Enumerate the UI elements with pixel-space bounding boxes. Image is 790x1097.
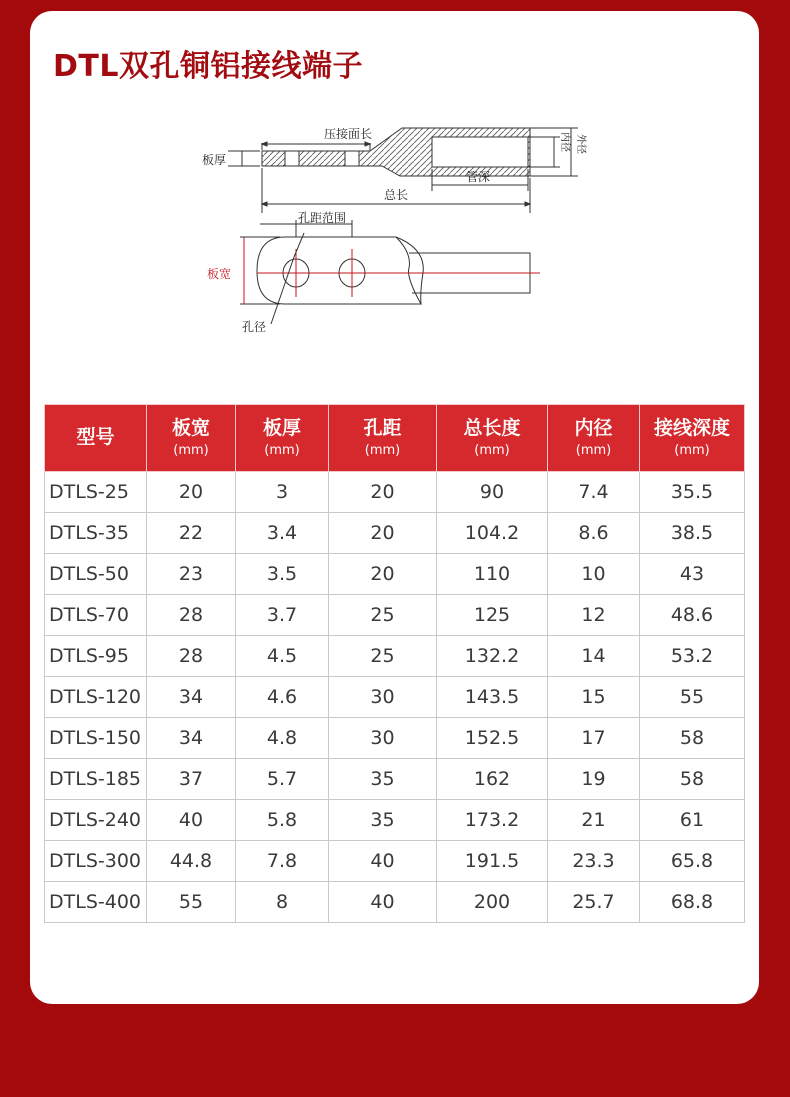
header-unit: (mm) xyxy=(474,442,510,458)
content-card xyxy=(30,11,759,1004)
table-cell: 65.8 xyxy=(640,841,745,882)
header-wiring-depth xyxy=(640,405,745,472)
header-label: 总长度 xyxy=(463,416,521,439)
table-cell: 125 xyxy=(437,595,548,636)
table-cell: 3.5 xyxy=(236,554,329,595)
table-cell: 58 xyxy=(640,718,745,759)
tube-depth-label: 管深 xyxy=(466,170,491,184)
header-plate-width xyxy=(147,405,236,472)
hole-diameter-label: 孔径 xyxy=(242,320,267,334)
table-row xyxy=(45,677,745,718)
table-cell: 35 xyxy=(329,800,437,841)
table-cell: 7.4 xyxy=(548,472,640,513)
table-cell: 173.2 xyxy=(437,800,548,841)
table-cell: 3.4 xyxy=(236,513,329,554)
table-cell: 25 xyxy=(329,636,437,677)
table-cell: 17 xyxy=(548,718,640,759)
table-cell: 4.6 xyxy=(236,677,329,718)
table-cell: 10 xyxy=(548,554,640,595)
table-cell: 191.5 xyxy=(437,841,548,882)
table-cell: 8.6 xyxy=(548,513,640,554)
table-cell: 61 xyxy=(640,800,745,841)
header-unit: (mm) xyxy=(173,442,209,458)
table-row xyxy=(45,800,745,841)
table-cell: 44.8 xyxy=(147,841,236,882)
cell-model: DTLS-95 xyxy=(45,636,147,677)
table-cell: 3.7 xyxy=(236,595,329,636)
table-cell: 34 xyxy=(147,677,236,718)
table-row xyxy=(45,759,745,800)
table-cell: 20 xyxy=(147,472,236,513)
table-cell: 200 xyxy=(437,882,548,923)
table-cell: 68.8 xyxy=(640,882,745,923)
header-label: 型号 xyxy=(76,426,115,449)
table-cell: 35 xyxy=(329,759,437,800)
table-cell: 20 xyxy=(329,554,437,595)
table-cell: 12 xyxy=(548,595,640,636)
cell-model: DTLS-185 xyxy=(45,759,147,800)
plate-thickness-label: 板厚 xyxy=(202,153,227,167)
table-cell: 8 xyxy=(236,882,329,923)
table-cell: 4.5 xyxy=(236,636,329,677)
spec-table xyxy=(44,404,745,923)
top-view xyxy=(240,220,540,324)
header-inner-diameter xyxy=(548,405,640,472)
table-cell: 40 xyxy=(329,841,437,882)
table-cell: 4.8 xyxy=(236,718,329,759)
table-row xyxy=(45,636,745,677)
header-label: 孔距 xyxy=(363,416,402,439)
header-unit: (mm) xyxy=(264,442,300,458)
table-cell: 143.5 xyxy=(437,677,548,718)
table-cell: 28 xyxy=(147,636,236,677)
table-row xyxy=(45,841,745,882)
table-cell: 162 xyxy=(437,759,548,800)
table-cell: 5.8 xyxy=(236,800,329,841)
table-cell: 35.5 xyxy=(640,472,745,513)
table-header-row xyxy=(45,405,745,472)
header-plate-thickness xyxy=(236,405,329,472)
table-row xyxy=(45,513,745,554)
header-label: 板宽 xyxy=(171,416,210,439)
cell-model: DTLS-50 xyxy=(45,554,147,595)
table-cell: 20 xyxy=(329,513,437,554)
table-cell: 34 xyxy=(147,718,236,759)
terminal-diagram xyxy=(30,11,759,391)
table-cell: 30 xyxy=(329,677,437,718)
cell-model: DTLS-240 xyxy=(45,800,147,841)
table-row xyxy=(45,472,745,513)
table-cell: 43 xyxy=(640,554,745,595)
table-cell: 104.2 xyxy=(437,513,548,554)
inner-diameter-label: 内径 xyxy=(559,132,570,152)
table-cell: 37 xyxy=(147,759,236,800)
table-cell: 7.8 xyxy=(236,841,329,882)
table-cell: 28 xyxy=(147,595,236,636)
header-hole-spacing xyxy=(329,405,437,472)
cell-model: DTLS-35 xyxy=(45,513,147,554)
table-cell: 90 xyxy=(437,472,548,513)
table-cell: 38.5 xyxy=(640,513,745,554)
table-cell: 25.7 xyxy=(548,882,640,923)
outer-diameter-label: 外径 xyxy=(575,134,586,154)
header-label: 板厚 xyxy=(262,416,301,439)
table-cell: 40 xyxy=(329,882,437,923)
table-cell: 53.2 xyxy=(640,636,745,677)
header-unit: (mm) xyxy=(674,442,710,458)
table-cell: 25 xyxy=(329,595,437,636)
hole-spacing-label: 孔距范围 xyxy=(298,211,347,225)
table-cell: 40 xyxy=(147,800,236,841)
cell-model: DTLS-25 xyxy=(45,472,147,513)
table-cell: 110 xyxy=(437,554,548,595)
cell-model: DTLS-120 xyxy=(45,677,147,718)
cell-model: DTLS-150 xyxy=(45,718,147,759)
table-cell: 23 xyxy=(147,554,236,595)
table-cell: 58 xyxy=(640,759,745,800)
table-row xyxy=(45,882,745,923)
table-row xyxy=(45,718,745,759)
page-title: DTL双孔铜铝接线端子 xyxy=(53,49,363,84)
total-length-label: 总长 xyxy=(384,188,409,202)
table-cell: 22 xyxy=(147,513,236,554)
table-cell: 48.6 xyxy=(640,595,745,636)
cell-model: DTLS-70 xyxy=(45,595,147,636)
table-cell: 30 xyxy=(329,718,437,759)
cell-model: DTLS-300 xyxy=(45,841,147,882)
table-cell: 23.3 xyxy=(548,841,640,882)
crimp-length-label: 压接面长 xyxy=(324,127,373,141)
cell-model: DTLS-400 xyxy=(45,882,147,923)
header-unit: (mm) xyxy=(364,442,401,458)
header-model xyxy=(45,405,147,472)
table-cell: 19 xyxy=(548,759,640,800)
table-cell: 21 xyxy=(548,800,640,841)
header-total-length xyxy=(437,405,548,472)
table-cell: 55 xyxy=(147,882,236,923)
table-cell: 14 xyxy=(548,636,640,677)
table-cell: 15 xyxy=(548,677,640,718)
table-cell: 55 xyxy=(640,677,745,718)
table-cell: 3 xyxy=(236,472,329,513)
table-cell: 5.7 xyxy=(236,759,329,800)
table-row xyxy=(45,595,745,636)
header-label: 接线深度 xyxy=(653,416,730,439)
header-unit: (mm) xyxy=(575,442,612,458)
table-row xyxy=(45,554,745,595)
table-cell: 152.5 xyxy=(437,718,548,759)
table-cell: 132.2 xyxy=(437,636,548,677)
header-label: 内径 xyxy=(574,416,613,439)
plate-width-label: 板宽 xyxy=(207,267,232,281)
table-cell: 20 xyxy=(329,472,437,513)
